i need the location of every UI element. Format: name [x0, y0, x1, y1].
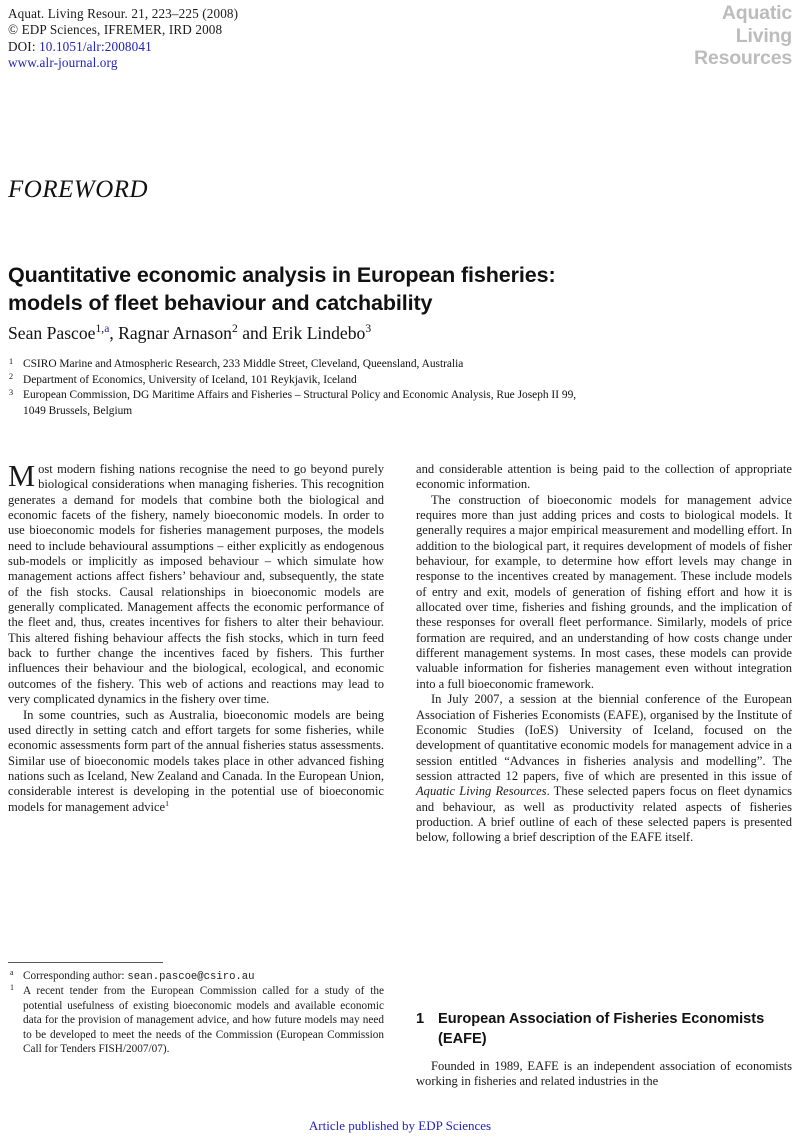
journal-logo-line-2: Living: [735, 24, 792, 47]
author-3-name: Erik Lindebo: [272, 323, 366, 343]
affiliation-item: [8, 373, 768, 389]
paragraph-text: ost modern fishing nations recognise the need to go beyond purely biological considerations when managing fisheries. This recognition generates a demand for models that combine both the biological and economic facets of the fishery, namely bioeconomic models. In order to use bioeconomic models for fisheries management purposes, the models need to include behavioural assumptions – either explicitly as endogenous sub-models or implicitly as imposed behaviour – which simulate how management actions affect fishers’ behaviour and, subsequently, the state of the fish stocks. Causal relationships in bioeconomic models are generally complicated. Management affects the economic performance of the fleet and, thus, creates incentives for fishers to alter their behaviour. This altered fishing behaviour affects the fish stocks, which in turn feed back to further change the incentives faced by fishers. This further influences their behaviour and the biological, ecological, and economic outcomes of the fishery. This web of actions and reactions may lead to very complicated dynamics in the fishery over time.: [8, 462, 384, 707]
affiliation-text-continued: 1049 Brussels, Belgium: [23, 404, 133, 417]
author-1-affil-marker: 1: [95, 322, 102, 336]
footnote-item: [8, 969, 384, 984]
footnote-block: [8, 962, 384, 1056]
section-number: 1: [416, 1011, 425, 1028]
section-body: [416, 1059, 792, 1090]
author-separator-2: and: [237, 323, 272, 343]
doi-line: [8, 39, 608, 55]
affiliation-item: [8, 388, 768, 419]
page-title: [8, 261, 648, 317]
affiliation-list: [8, 357, 768, 419]
page-footer: [0, 1118, 800, 1134]
affiliation-marker: 1: [9, 356, 14, 366]
paragraph: [8, 459, 384, 708]
doi-link[interactable]: 10.1051/alr:2008041: [39, 38, 152, 54]
masthead: [8, 6, 608, 71]
paragraph-text: The construction of bioeconomic models for management advice requires more than just adding prices and costs to biological models. It generally requires a major empirical measurement and modelling effort. In addition to the biological part, it requires development of models of fisher behaviour, for example, to determine how effort levels may change in response to the incentives created by management. These include models of entry and exit, models of generation of fishing effort and how it is allocated over time, fisheries and fishing grounds, and the implication of these responses for overall fleet performance. Similarly, models of price formation are required, and an understanding of how costs change under different management systems. In most cases, these models can provide valuable information for fisheries management even without integration into a full bioeconomic framework.: [416, 492, 792, 691]
body-column-right: [416, 462, 792, 846]
article-type-label: FOREWORD: [8, 176, 149, 203]
footnote-marker: 1: [10, 983, 14, 993]
journal-logo-line-1: Aquatic: [721, 2, 792, 24]
copyright-line: © EDP Sciences, IFREMER, IRD 2008: [8, 22, 223, 38]
article-title-line-2: models of fleet behaviour and catchability: [8, 291, 433, 316]
paragraph-text: and considerable attention is being paid to the collection of appropriate economic information.: [416, 462, 792, 492]
journal-name-italic: Aquatic Living Resources: [416, 784, 547, 799]
paragraph: [416, 493, 792, 692]
author-2-affil-marker: 2: [231, 322, 238, 336]
journal-citation: Aquat. Living Resour. 21, 223–225 (2008): [8, 6, 239, 21]
author-1-name: Sean Pascoe: [8, 323, 96, 343]
paragraph-text-continued: . These selected papers focus on fleet dynamics and behaviour, as well as productivity related aspects of fisheries production. A brief outline of each of these selected papers is presented below, following a brief description of the EAFE itself.: [416, 784, 793, 845]
journal-website-link[interactable]: www.alr-journal.org: [8, 54, 118, 70]
footnote-label: Corresponding author:: [23, 970, 128, 982]
footnote-reference[interactable]: 1: [165, 798, 170, 808]
footnote-divider: [8, 962, 163, 963]
footnote-item: [8, 984, 384, 1056]
footnote-text: A recent tender from the European Commission called for a study of the potential usefulness of existing bioeconomic models and available economic data for the provision of management advice, and how future models may need to be developed to meet the needs of the Commission (European Commission Call for Tenders FISH/2007/07).: [23, 985, 384, 1056]
drop-cap: M: [8, 459, 36, 493]
affiliation-text: Department of Economics, University of Iceland, 101 Reykjavik, Iceland: [23, 373, 357, 386]
doi-label: DOI:: [8, 38, 40, 54]
journal-logo-line-3: Resources: [694, 47, 792, 69]
footnote-marker: a: [10, 968, 14, 977]
journal-logo: [694, 2, 792, 70]
paragraph: Founded in 1989, EAFE is an independent association of economists working in fisheries and related industries in the: [416, 1059, 792, 1089]
author-list: [8, 322, 371, 344]
paragraph-text: In July 2007, a session at the biennial conference of the European Association of Fisheries Economists (EAFE), organised by the Institute of Economic Studies (IoES) University of Iceland, focused on the development of quantitative economic models for management advice in a session entitled “Advances in fisheries analysis and modelling”. The session attracted 12 papers, five of which are presented in this issue of: [416, 692, 792, 783]
affiliation-marker: 3: [9, 387, 14, 397]
author-2-name: Ragnar Arnason: [118, 323, 232, 343]
affiliation-text: European Commission, DG Maritime Affairs and Fisheries – Structural Policy and Economic Analysis, Rue Joseph II 99,: [23, 389, 577, 402]
article-title-line-1: Quantitative economic analysis in European fisheries:: [8, 263, 556, 288]
affiliation-marker: 2: [9, 372, 14, 382]
paragraph-text: In some countries, such as Australia, bioeconomic models are being used directly in setting catch and effort targets for some fisheries, while economic assessments form part of the annual fisheries status assessments. Similar use of bioeconomic models takes place in other advanced fishing nations such as Iceland, New Zealand and Canada. In the European Union, considerable interest is developing in the potential use of bioeconomic models for management advice: [8, 707, 384, 814]
affiliation-item: [8, 357, 768, 373]
section-heading-text: European Association of Fisheries Economists (EAFE): [438, 1011, 765, 1048]
affiliation-text: CSIRO Marine and Atmospheric Research, 233 Middle Street, Cleveland, Queensland, Australia: [23, 358, 464, 370]
paragraph: [8, 708, 384, 815]
body-column-left: [8, 459, 384, 815]
author-1-sup-separator: ,: [101, 322, 105, 336]
author-1-corresponding-marker: a: [104, 322, 110, 336]
section-heading: [416, 1009, 792, 1049]
paragraph: [416, 692, 792, 845]
author-separator-1: ,: [109, 323, 119, 343]
paragraph: [416, 462, 792, 493]
corresponding-author-email[interactable]: sean.pascoe@csiro.au: [127, 971, 255, 983]
author-3-affil-marker: 3: [365, 322, 372, 336]
edp-sciences-publication-link[interactable]: Article published by EDP Sciences: [308, 1118, 492, 1133]
